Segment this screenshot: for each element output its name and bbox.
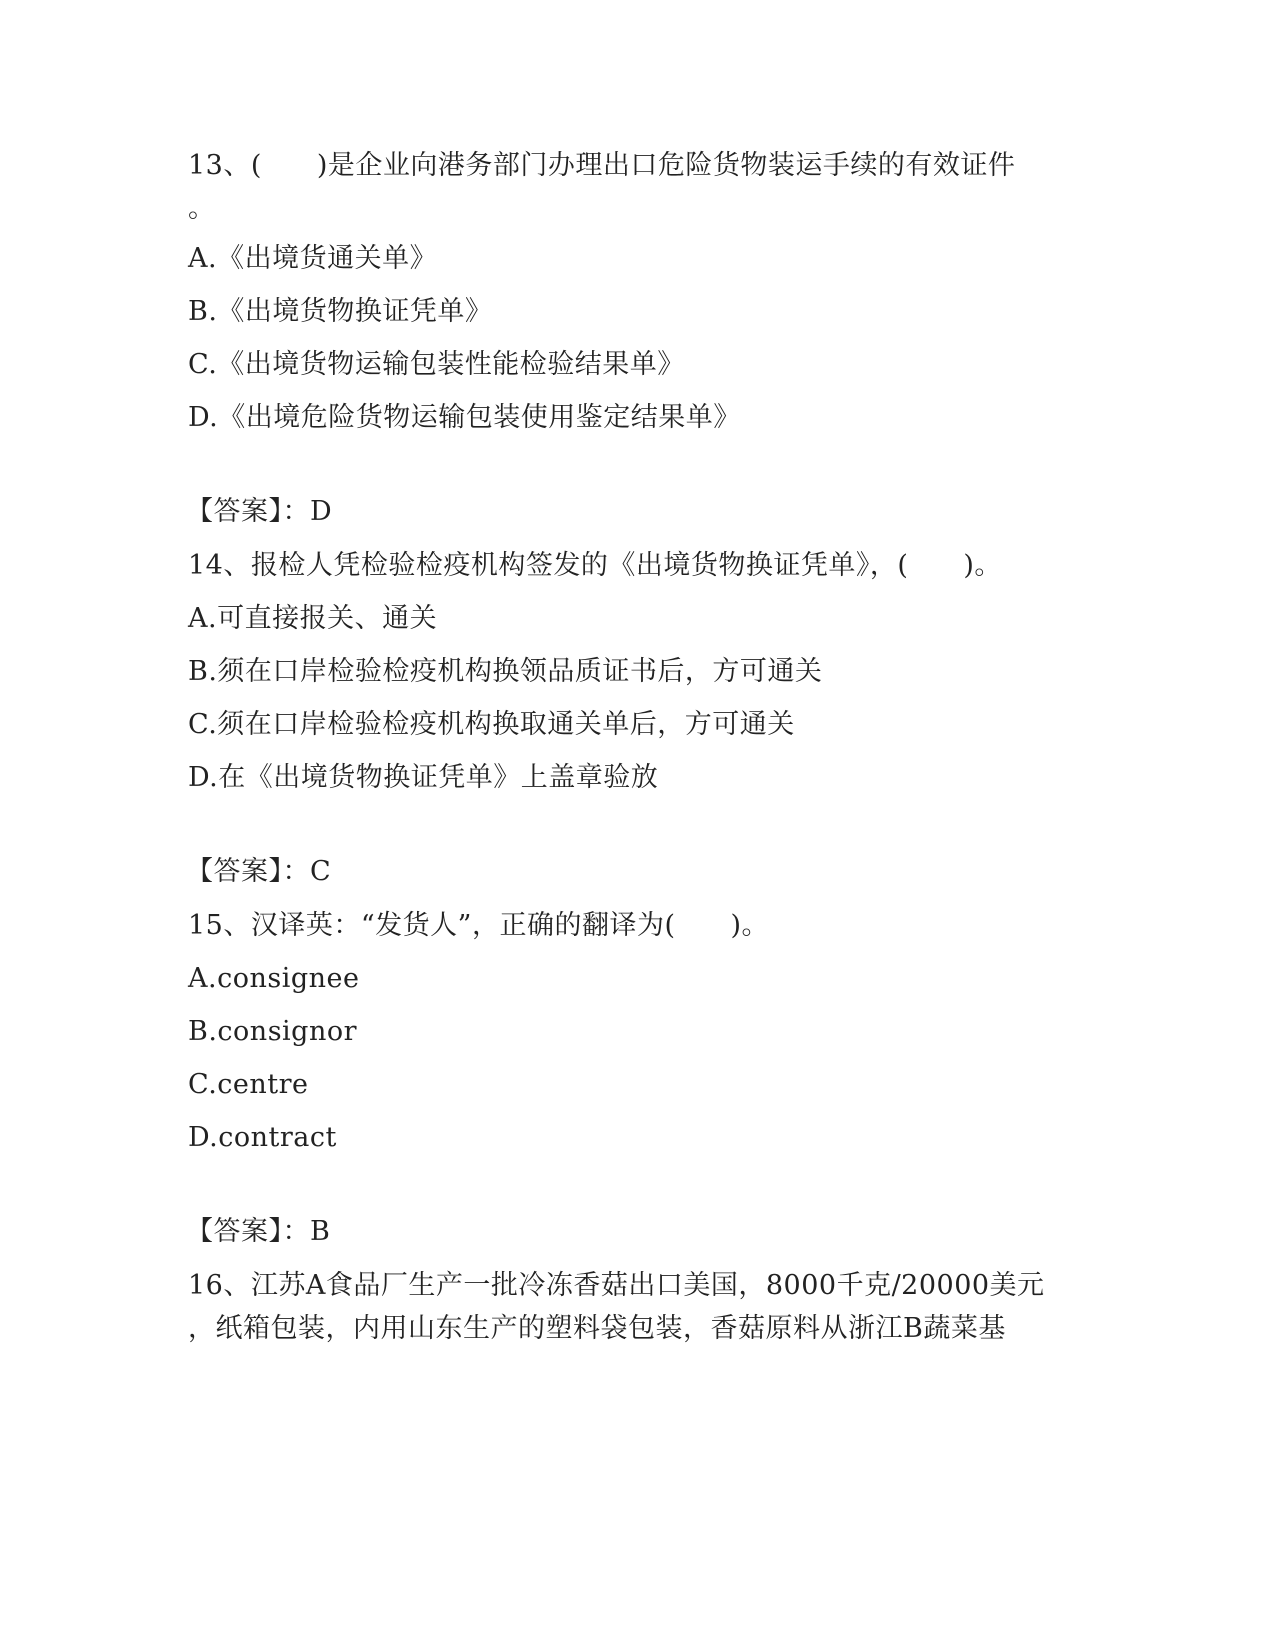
question-15-answer: 【答案】：B [186, 1216, 331, 1247]
question-15-option-d: D.contract [188, 1122, 337, 1153]
question-14-answer: 【答案】：C [186, 856, 332, 887]
question-13-option-d: D.《出境危险货物运输包装使用鉴定结果单》 [188, 402, 741, 433]
question-14-option-c: C.须在口岸检验检疫机构换取通关单后，方可通关 [188, 709, 795, 740]
question-14-option-a: A.可直接报关、通关 [188, 603, 438, 634]
question-15-option-c: C.centre [188, 1069, 309, 1100]
question-15-option-b: B.consignor [188, 1016, 358, 1047]
question-14-option-b: B.须在口岸检验检疫机构换领品质证书后，方可通关 [188, 656, 823, 687]
question-13-option-a: A.《出境货通关单》 [188, 243, 438, 274]
question-13-stem-line-2: 。 [188, 193, 216, 224]
question-13-stem-line-1: 13、( )是企业向港务部门办理出口危险货物装运手续的有效证件 [188, 150, 1016, 181]
question-15-option-a: A.consignee [188, 963, 360, 994]
question-13-answer: 【答案】：D [186, 496, 333, 527]
question-14-stem-line-1: 14、报检人凭检验检疫机构签发的《出境货物换证凭单》，( )。 [188, 550, 1002, 581]
question-15-stem-line-1: 15、汉译英：“发货人”，正确的翻译为( )。 [188, 910, 770, 941]
question-16-stem-line-1: 16、江苏A食品厂生产一批冷冻香菇出口美国，8000千克/20000美元 [188, 1270, 1045, 1301]
question-16-stem-line-2: ，纸箱包装，内用山东生产的塑料袋包装，香菇原料从浙江B蔬菜基 [188, 1313, 1006, 1344]
question-13-option-b: B.《出境货物换证凭单》 [188, 296, 493, 327]
question-13-option-c: C.《出境货物运输包装性能检验结果单》 [188, 349, 685, 380]
question-14-option-d: D.在《出境货物换证凭单》上盖章验放 [188, 762, 659, 793]
